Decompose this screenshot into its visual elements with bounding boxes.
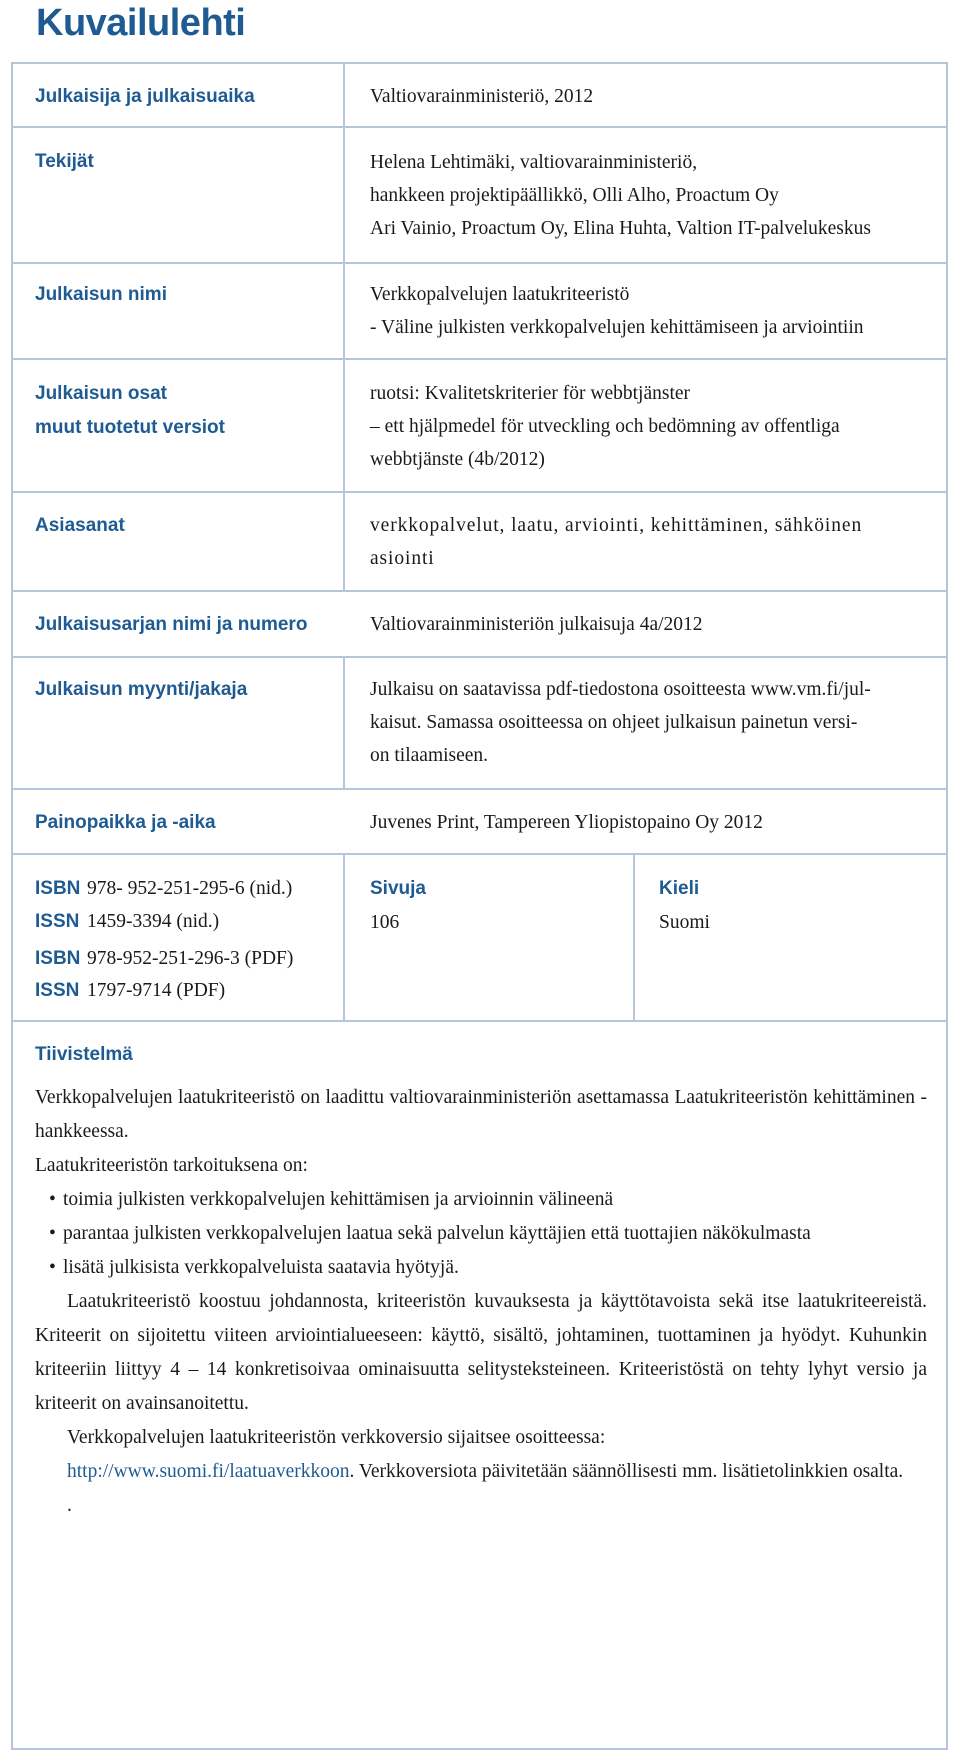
authors-value: [370, 146, 930, 245]
page-title: Kuvailulehti: [36, 2, 246, 44]
row-divider: [11, 126, 948, 128]
laatuaverkkoon-link[interactable]: http://www.suomi.fi/laatuaverkkoon: [67, 1461, 350, 1482]
id-key: ISSN: [35, 980, 80, 1001]
abstract-label: Tiivistelmä: [35, 1044, 133, 1065]
abstract-body: [35, 1081, 927, 1523]
parts-value: [370, 377, 930, 476]
isbn-pdf: [35, 942, 293, 975]
row-divider: [11, 1020, 948, 1022]
language-label: Kieli: [659, 878, 700, 899]
pages-label: Sivuja: [370, 878, 426, 899]
publisher-value: Valtiovarainministeriö, 2012: [370, 86, 594, 107]
series-label: Julkaisusarjan nimi ja numero: [35, 614, 308, 635]
keywords-line: verkkopalvelut, laatu, arviointi, kehittäminen, sähköinen: [370, 515, 863, 536]
language-value: Suomi: [659, 912, 710, 933]
parts-line: ruotsi: Kvalitetskriterier för webbtjänster: [370, 383, 691, 404]
issn-print: [35, 905, 219, 938]
row-divider: [11, 590, 948, 592]
column-divider: [343, 656, 345, 789]
name-line: - Väline julkisten verkkopalvelujen kehittämiseen ja arviointiin: [370, 317, 864, 338]
row-divider: [11, 853, 948, 855]
authors-label: Tekijät: [35, 151, 94, 172]
distribution-line: kaisut. Samassa osoitteessa on ohjeet julkaisun painetun versi-: [370, 712, 858, 733]
abstract-paragraph-rest: . Verkkoversiota päivitetään säännöllisesti mm. lisätietolinkkien osalta.: [349, 1461, 904, 1482]
parts-label-line: muut tuotetut versiot: [35, 417, 225, 438]
keywords-label: Asiasanat: [35, 515, 125, 536]
id-key: ISSN: [35, 911, 80, 932]
id-key: ISBN: [35, 948, 81, 969]
abstract-paragraph: Verkkopalvelujen laatukriteeristö on laadittu valtiovarainministeriön asettamassa Laatukriteeristön kehittäminen -hankkeessa.: [35, 1087, 927, 1142]
row-divider: [11, 262, 948, 264]
abstract-bullet-list: [35, 1183, 927, 1285]
authors-line: Ari Vainio, Proactum Oy, Elina Huhta, Valtion IT-palvelukeskus: [370, 218, 871, 239]
id-value: 978- 952-251-295-6 (nid.): [87, 878, 293, 899]
publisher-label: Julkaisija ja julkaisuaika: [35, 86, 255, 107]
list-item: • parantaa julkisten verkkopalvelujen laatua sekä palvelun käyttäjien että tuottajien näkökulmasta: [63, 1217, 927, 1251]
print-label: Painopaikka ja -aika: [35, 812, 216, 833]
row-divider: [11, 788, 948, 790]
keywords-line: asiointi: [370, 548, 435, 569]
column-divider: [633, 853, 635, 1021]
keywords-value: [370, 509, 930, 575]
abstract-paragraph: Laatukriteeristö koostuu johdannosta, kriteeristön kuvauksesta ja käyttötavoista sekä itse laatukriteereistä. Kriteerit on sijoitettu viiteen arviointialueeseen: käyttö, sisältö, johtaminen, tuottaminen ja hyödyt. Kuhunkin kriteeriin liittyy 4 – 14 konkretisoivaa ominaisuutta selitysteksteineen. Kriteeristöstä on tehty lyhyt versio ja kriteerit on avainsanoitettu.: [35, 1291, 927, 1414]
distribution-value: [370, 673, 930, 772]
name-line: Verkkopalvelujen laatukriteeristö: [370, 284, 630, 305]
distribution-line: Julkaisu on saatavissa pdf-tiedostona osoitteesta www.vm.fi/jul-: [370, 679, 871, 700]
distribution-line: on tilaamiseen.: [370, 745, 489, 766]
pages-value: 106: [370, 912, 400, 933]
abstract-paragraph: [35, 1421, 927, 1489]
column-divider: [343, 853, 345, 1021]
authors-line: Helena Lehtimäki, valtiovarainministeriö,: [370, 152, 698, 173]
parts-line: – ett hjälpmedel för utveckling och bedömning av offentliga: [370, 416, 840, 437]
print-value: Juvenes Print, Tampereen Yliopistopaino Oy 2012: [370, 812, 763, 833]
parts-label: [35, 377, 225, 445]
id-value: 1459-3394 (nid.): [87, 911, 220, 932]
issn-pdf: [35, 974, 225, 1007]
distribution-label: Julkaisun myynti/jakaja: [35, 679, 248, 700]
isbn-print: [35, 872, 292, 905]
row-divider: [11, 656, 948, 658]
list-item: • toimia julkisten verkkopalvelujen kehittämisen ja arvioinnin välineenä: [63, 1183, 927, 1217]
publication-name-value: [370, 278, 930, 344]
authors-line: hankkeen projektipäällikkö, Olli Alho, Proactum Oy: [370, 185, 779, 206]
column-divider: [343, 63, 345, 591]
list-item: • lisätä julkisista verkkopalveluista saatavia hyötyjä.: [63, 1251, 927, 1285]
abstract-trailing-dot: .: [67, 1495, 72, 1516]
abstract-paragraph: Laatukriteeristön tarkoituksena on:: [35, 1155, 308, 1176]
parts-label-line: Julkaisun osat: [35, 383, 167, 404]
row-divider: [11, 358, 948, 360]
id-value: 978-952-251-296-3 (PDF): [87, 948, 294, 969]
publication-name-label: Julkaisun nimi: [35, 284, 167, 305]
series-value: Valtiovarainministeriön julkaisuja 4a/2012: [370, 614, 703, 635]
row-divider: [11, 491, 948, 493]
abstract-paragraph-intro: Verkkopalvelujen laatukriteeristön verkkoversio sijaitsee osoitteessa:: [67, 1427, 606, 1448]
id-key: ISBN: [35, 878, 81, 899]
parts-line: webbtjänste (4b/2012): [370, 449, 545, 470]
id-value: 1797-9714 (PDF): [87, 980, 226, 1001]
